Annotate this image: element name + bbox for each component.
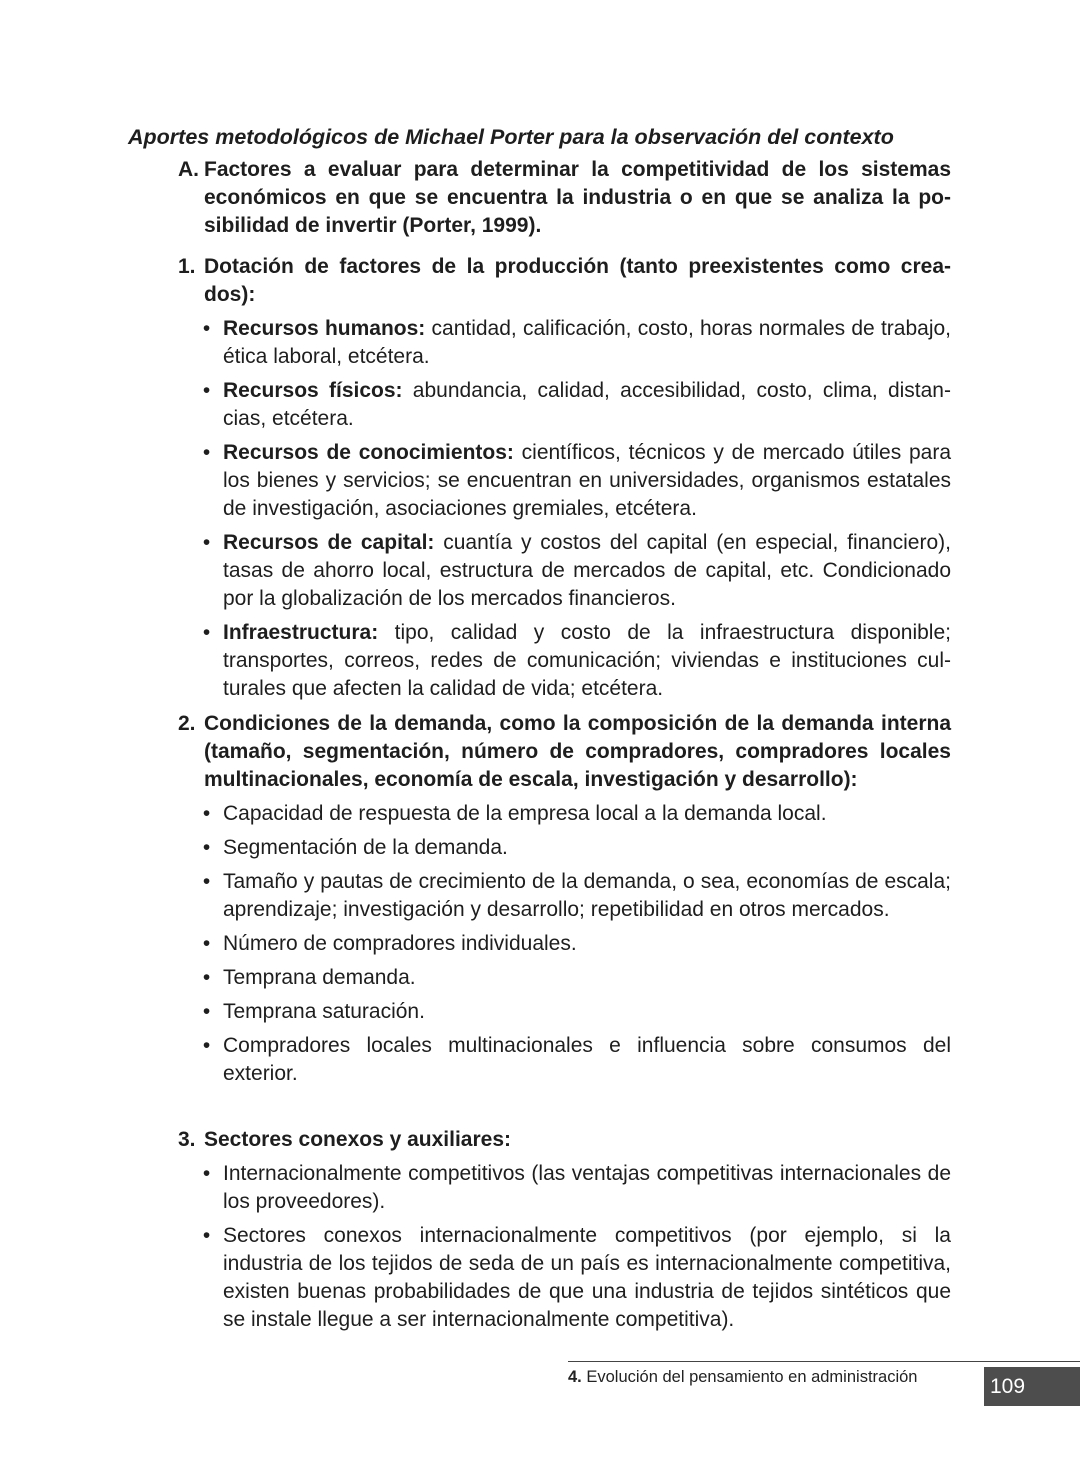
item-text: Tamaño y pautas de crecimiento de la demanda, o sea, economías de escala; aprendizaje; investigación y desarrollo; repetibilidad en otros mercados. — [223, 870, 951, 921]
footer-divider — [568, 1361, 1080, 1362]
page-number: 109 — [984, 1367, 1080, 1406]
bullet-icon: • — [202, 1034, 211, 1057]
page-title: Aportes metodológicos de Michael Porter para la observación del contexto — [128, 125, 894, 149]
item-text: científicos, técnicos y de mercado útiles para los bienes y servicios; se encuentran en universidades, organismos estatales de investigación, asociaciones gremiales, etcétera. — [223, 441, 952, 520]
item-text: cuantía y costos del capital (en especial, financiero), tasas de ahorro local, estructura de mercados de capital, etc. Condicionado por la globalización de los mercados financieros. — [223, 531, 951, 610]
list-item — [178, 834, 951, 862]
list-item — [178, 619, 951, 703]
item-text: Internacionalmente competitivos (las ventajas competitivas internacionales de los proveedores). — [223, 1162, 951, 1213]
item-text: Temprana demanda. — [223, 966, 416, 989]
bullet-icon: • — [202, 441, 211, 464]
section-number: 3. — [178, 1128, 196, 1151]
bullet-list — [178, 800, 951, 1088]
section-a — [178, 156, 951, 240]
section-3 — [178, 1126, 951, 1334]
item-text: Compradores locales multinacionales e influencia sobre consumos del exterior. — [223, 1034, 951, 1085]
bullet-icon: • — [202, 802, 211, 825]
section-number: 2. — [178, 712, 196, 735]
list-item — [178, 315, 951, 371]
list-item — [178, 1032, 951, 1088]
bullet-icon: • — [202, 621, 211, 644]
bullet-icon: • — [202, 1224, 211, 1247]
list-item — [178, 800, 951, 828]
item-text: Temprana saturación. — [223, 1000, 425, 1023]
bullet-icon: • — [202, 379, 211, 402]
bullet-icon: • — [202, 966, 211, 989]
item-term: Recursos humanos: — [223, 317, 426, 340]
bullet-icon: • — [202, 870, 211, 893]
section-1 — [178, 253, 951, 703]
footer-chapter — [568, 1366, 953, 1388]
list-item — [178, 930, 951, 958]
list-item — [178, 1222, 951, 1334]
section-heading-text: Condiciones de la demanda, como la composición de la demanda interna (tamaño, segmentación, número de compradores, compradores locales multinacionales, economía de escala, investigación y desarrollo): — [204, 712, 951, 791]
section-heading — [178, 1126, 951, 1154]
section-a-letter: A. — [178, 158, 199, 181]
section-heading-text: Sectores conexos y auxiliares: — [204, 1128, 511, 1151]
footer-chapter-title: Evolución del pensamiento en administración — [581, 1368, 918, 1386]
section-number: 1. — [178, 255, 196, 278]
bullet-icon: • — [202, 531, 211, 554]
list-item — [178, 1160, 951, 1216]
bullet-icon: • — [202, 836, 211, 859]
item-term: Infraestructura: — [223, 621, 379, 644]
bullet-icon: • — [202, 932, 211, 955]
item-term: Recursos de conocimientos: — [223, 441, 514, 464]
item-text: abundancia, calidad, accesibilidad, costo, clima, distancias, etcétera. — [223, 379, 951, 430]
item-text: Sectores conexos internacionalmente competitivos (por ejemplo, si la industria de los tejidos de seda de un país es internacionalmente competitiva, existen buenas probabilidades de que una industria de tejidos sintéticos que se instale llegue a ser internacionalmente competitiva). — [223, 1224, 951, 1331]
bullet-list — [178, 1160, 951, 1334]
item-text: cantidad, calificación, costo, horas normales de trabajo, ética laboral, etcétera. — [223, 317, 951, 368]
section-2 — [178, 710, 951, 1088]
item-text: Capacidad de respuesta de la empresa local a la demanda local. — [223, 802, 827, 825]
item-text: tipo, calidad y costo de la infraestructura disponible; transportes, correos, redes de comunicación; viviendas e instituciones culturales que afecten la calidad de vida; etcétera. — [223, 621, 951, 700]
section-heading — [178, 710, 951, 794]
section-heading — [178, 253, 951, 309]
bullet-icon: • — [202, 1162, 211, 1185]
item-term: Recursos físicos: — [223, 379, 403, 402]
section-a-text: Factores a evaluar para determinar la competitividad de los sistemas económicos en que se encuentra la industria o en que se analiza la posibilidad de invertir (Porter, 1999). — [204, 158, 951, 237]
section-heading-text: Dotación de factores de la producción (tanto preexistentes como creados): — [204, 255, 951, 306]
bullet-icon: • — [202, 317, 211, 340]
bullet-list — [178, 315, 951, 703]
list-item — [178, 964, 951, 992]
list-item — [178, 377, 951, 433]
item-text: Segmentación de la demanda. — [223, 836, 508, 859]
footer-chapter-number: 4. — [568, 1368, 582, 1386]
list-item — [178, 439, 951, 523]
bullet-icon: • — [202, 1000, 211, 1023]
item-term: Recursos de capital: — [223, 531, 435, 554]
list-item — [178, 998, 951, 1026]
item-text: Número de compradores individuales. — [223, 932, 577, 955]
list-item — [178, 529, 951, 613]
list-item — [178, 868, 951, 924]
